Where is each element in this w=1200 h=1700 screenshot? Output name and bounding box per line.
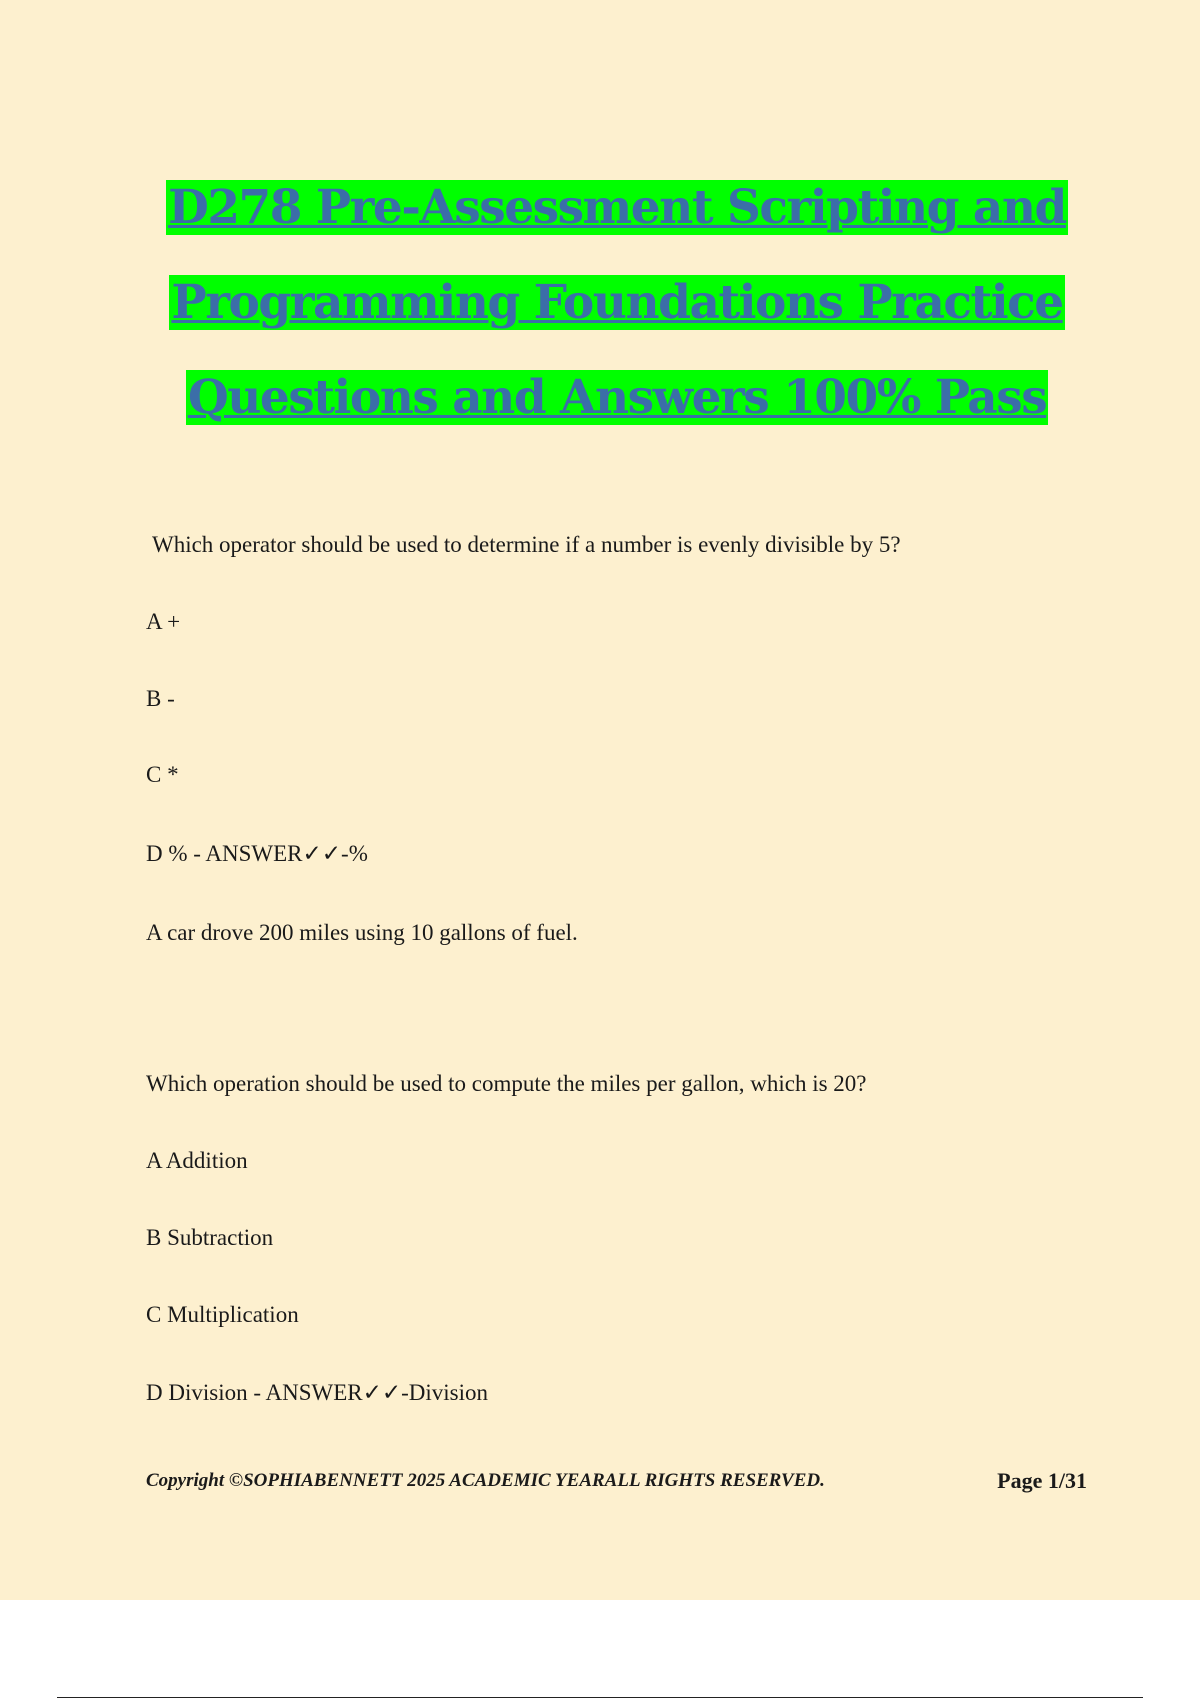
title-line	[0, 350, 1200, 445]
question-1-option-d-answer: D % - ANSWER✓✓-%	[146, 841, 368, 866]
question-2-option-b: B Subtraction	[146, 1225, 274, 1250]
question-1-option-c: C *	[146, 762, 179, 787]
title-line	[0, 160, 1200, 255]
question-2-intro: A car drove 200 miles using 10 gallons of fuel.	[146, 920, 578, 945]
question-1-option-b: B -	[146, 686, 175, 711]
question-2-option-a: A Addition	[146, 1148, 248, 1173]
footer-copyright: Copyright ©SOPHIABENNETT 2025 ACADEMIC YEARALL RIGHTS RESERVED.	[146, 1470, 825, 1491]
title-line-2: Programming Foundations Practice	[171, 275, 1063, 330]
page-number: Page 1/31	[997, 1468, 1087, 1493]
document-title	[0, 160, 1200, 445]
title-line-1: D278 Pre-Assessment Scripting and	[168, 180, 1066, 235]
title-line-3: Questions and Answers 100% Pass	[187, 370, 1047, 425]
bottom-divider	[57, 1697, 1143, 1698]
question-1-text: Which operator should be used to determine if a number is evenly divisible by 5?	[152, 532, 901, 557]
title-line	[0, 255, 1200, 350]
question-2-text: Which operation should be used to compute the miles per gallon, which is 20?	[146, 1071, 867, 1096]
question-1-option-a: A +	[146, 609, 181, 634]
question-2-option-c: C Multiplication	[146, 1302, 299, 1327]
question-2-option-d-answer: D Division - ANSWER✓✓-Division	[146, 1380, 489, 1405]
